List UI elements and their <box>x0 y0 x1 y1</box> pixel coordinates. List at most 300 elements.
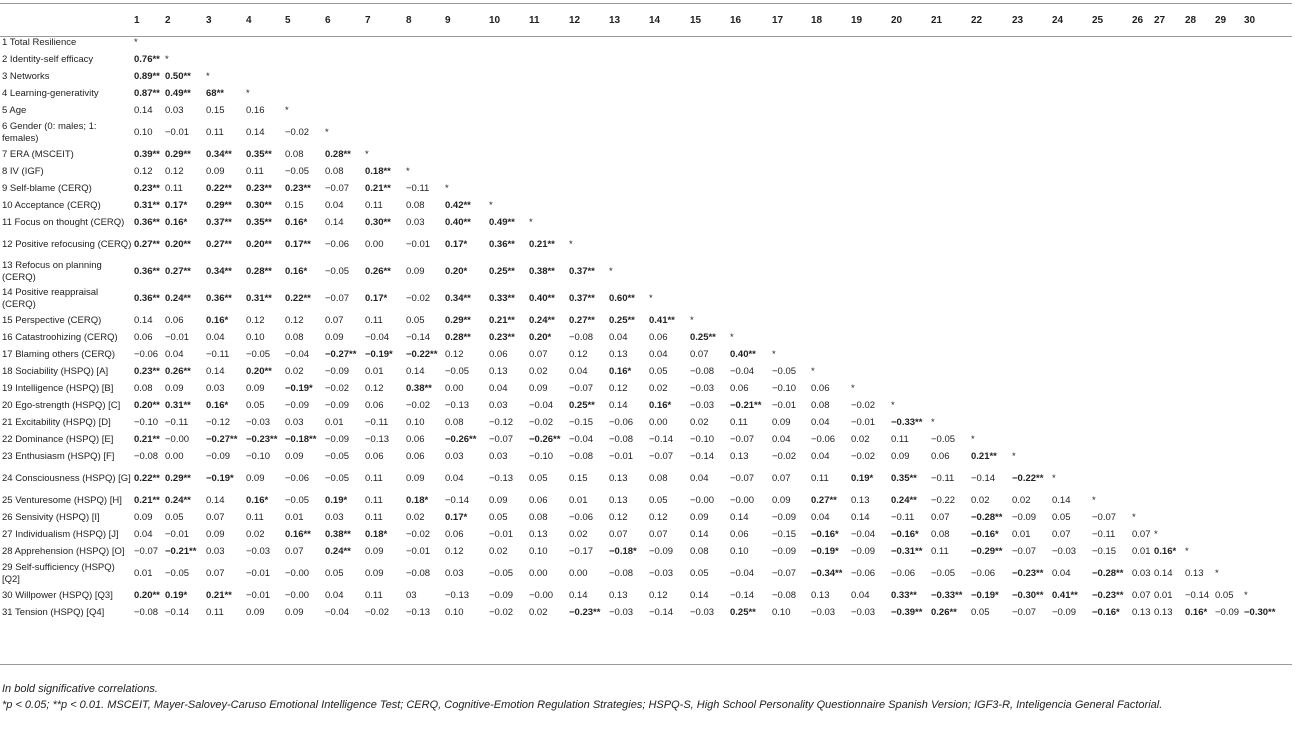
empty-cell <box>772 85 811 102</box>
correlation-cell: −0.08 <box>690 366 715 377</box>
correlation-cell: 0.05 <box>1215 590 1234 601</box>
row-label: 31 Tension (HSPQ) [Q4] <box>2 607 105 618</box>
empty-cell <box>971 346 1012 363</box>
correlation-cell: 0.09 <box>772 495 791 506</box>
row-label: 21 Excitability (HSPQ) [D] <box>2 417 111 428</box>
correlation-cell: 0.07 <box>1132 590 1151 601</box>
correlation-cell: * <box>649 292 653 304</box>
correlation-cell: −0.13 <box>445 400 470 411</box>
empty-cell <box>529 68 569 85</box>
empty-cell <box>406 119 445 146</box>
correlation-cell: 0.12 <box>445 349 464 360</box>
empty-cell <box>1185 214 1215 231</box>
empty-cell <box>1185 68 1215 85</box>
row-label: 27 Individualism (HSPQ) [J] <box>2 529 119 540</box>
correlation-cell: 0.11 <box>730 417 748 428</box>
empty-cell <box>569 51 609 68</box>
empty-cell <box>1132 414 1154 431</box>
empty-cell <box>1154 312 1185 329</box>
empty-cell <box>971 214 1012 231</box>
correlation-cell: 0.31** <box>246 292 272 304</box>
empty-cell <box>1092 163 1132 180</box>
empty-cell <box>1215 214 1244 231</box>
empty-cell <box>891 285 931 312</box>
empty-cell <box>1215 51 1244 68</box>
empty-cell <box>931 312 971 329</box>
correlation-cell: 0.06 <box>730 529 749 540</box>
correlation-cell: * <box>206 71 210 82</box>
empty-cell <box>931 146 971 163</box>
empty-cell <box>489 119 529 146</box>
empty-cell <box>1215 102 1244 119</box>
empty-cell <box>1132 231 1154 258</box>
empty-cell <box>1012 197 1052 214</box>
correlation-cell: 0.05 <box>529 472 548 484</box>
empty-cell <box>971 180 1012 197</box>
empty-cell <box>730 312 772 329</box>
correlation-cell: 0.25** <box>489 265 515 277</box>
empty-cell <box>1154 448 1185 465</box>
correlation-cell: 0.01 <box>285 512 304 523</box>
correlation-cell: −0.27** <box>325 349 357 360</box>
empty-cell <box>931 329 971 346</box>
correlation-cell: −0.07 <box>1092 512 1117 523</box>
correlation-cell: 0.20** <box>246 366 272 377</box>
empty-cell <box>1244 312 1268 329</box>
empty-cell <box>891 346 931 363</box>
correlation-cell: −0.29** <box>971 546 1003 557</box>
empty-cell <box>1132 163 1154 180</box>
correlation-cell: −0.02 <box>772 451 797 462</box>
correlation-cell: −0.08 <box>569 332 594 343</box>
correlation-cell: −0.04 <box>529 400 554 411</box>
table-row <box>0 34 1268 51</box>
correlation-cell: 0.06 <box>445 529 464 540</box>
correlation-cell: 0.23** <box>489 332 515 343</box>
empty-cell <box>406 146 445 163</box>
empty-cell <box>1215 34 1244 51</box>
column-header: 16 <box>730 14 742 26</box>
correlation-cell: 0.05 <box>489 512 508 523</box>
empty-cell <box>1244 51 1268 68</box>
correlation-cell: 0.07 <box>931 512 950 523</box>
empty-cell <box>1185 431 1215 448</box>
empty-cell <box>1185 51 1215 68</box>
column-header: 21 <box>931 14 943 26</box>
correlation-cell: 0.18* <box>365 529 388 540</box>
correlation-cell: 68** <box>206 88 224 99</box>
correlation-cell: −0.03 <box>1052 546 1077 557</box>
empty-cell <box>811 102 851 119</box>
empty-cell <box>690 119 730 146</box>
empty-cell <box>365 34 406 51</box>
correlation-cell: * <box>1215 567 1219 579</box>
correlation-cell: −0.11 <box>165 417 189 428</box>
table-row <box>0 431 1268 448</box>
correlation-cell: * <box>1132 512 1136 523</box>
table-row <box>0 51 1268 68</box>
empty-cell <box>1215 346 1244 363</box>
empty-cell <box>609 231 649 258</box>
correlation-cell: −0.12 <box>489 417 514 428</box>
correlation-cell: 0.11 <box>246 166 264 177</box>
correlation-cell: 0.09 <box>134 512 153 523</box>
correlation-cell: 0.18** <box>365 166 391 177</box>
correlation-cell: 0.02 <box>529 607 548 618</box>
empty-cell <box>1052 285 1092 312</box>
column-header: 3 <box>206 14 212 26</box>
table-row <box>0 509 1268 526</box>
empty-cell <box>1012 146 1052 163</box>
empty-cell <box>772 231 811 258</box>
correlation-cell: 0.15 <box>206 105 225 116</box>
empty-cell <box>1132 197 1154 214</box>
empty-cell <box>649 258 690 285</box>
empty-cell <box>609 163 649 180</box>
correlation-cell: −0.01 <box>489 529 514 540</box>
correlation-cell: −0.00 <box>285 567 310 579</box>
correlation-cell: 0.14 <box>206 495 225 506</box>
bold-note: In bold significative correlations. <box>2 683 158 695</box>
correlation-cell: −0.01 <box>165 529 190 540</box>
empty-cell <box>772 102 811 119</box>
table-row <box>0 85 1268 102</box>
empty-cell <box>931 102 971 119</box>
correlation-cell: −0.34** <box>811 567 843 579</box>
correlation-cell: −0.01 <box>246 590 271 601</box>
table-row <box>0 380 1268 397</box>
correlation-cell: 0.06 <box>406 451 425 462</box>
correlation-cell: 0.05 <box>325 567 344 579</box>
empty-cell <box>1215 197 1244 214</box>
correlation-cell: * <box>285 105 289 116</box>
correlation-cell: 0.02 <box>529 366 548 377</box>
correlation-cell: 0.05 <box>690 567 709 579</box>
empty-cell <box>489 85 529 102</box>
correlation-cell: 0.36** <box>134 265 160 277</box>
empty-cell <box>851 119 891 146</box>
correlation-cell: 0.28** <box>325 149 351 160</box>
correlation-cell: −0.05 <box>931 567 956 579</box>
table-row <box>0 329 1268 346</box>
correlation-cell: −0.05 <box>165 567 190 579</box>
correlation-cell: −0.02 <box>406 400 431 411</box>
correlation-cell: * <box>931 417 935 428</box>
empty-cell <box>1092 85 1132 102</box>
correlation-cell: 0.36** <box>134 292 160 304</box>
correlation-cell: 0.38** <box>529 265 555 277</box>
correlation-cell: −0.05 <box>325 265 350 277</box>
correlation-cell: −0.00 <box>165 434 190 445</box>
empty-cell <box>730 119 772 146</box>
correlation-cell: 0.14 <box>690 590 709 601</box>
correlation-cell: 0.40** <box>730 349 756 360</box>
correlation-cell: 0.16 <box>246 105 265 116</box>
empty-cell <box>1012 119 1052 146</box>
correlation-cell: −0.01 <box>406 546 431 557</box>
correlation-cell: 0.09 <box>365 546 384 557</box>
empty-cell <box>285 51 325 68</box>
empty-cell <box>1154 146 1185 163</box>
empty-cell <box>891 146 931 163</box>
correlation-cell: * <box>246 88 250 99</box>
correlation-cell: 0.01 <box>1132 546 1151 557</box>
correlation-cell: 0.22** <box>285 292 311 304</box>
correlation-cell: −0.13 <box>489 472 514 484</box>
empty-cell <box>1092 397 1132 414</box>
correlation-cell: −0.00 <box>285 590 310 601</box>
correlation-cell: 0.36** <box>206 292 232 304</box>
empty-cell <box>851 363 891 380</box>
correlation-cell: 0.14 <box>134 105 153 116</box>
correlation-cell: −0.28** <box>971 512 1003 523</box>
empty-cell <box>365 51 406 68</box>
empty-cell <box>609 34 649 51</box>
table-row <box>0 68 1268 85</box>
table-row <box>0 285 1268 312</box>
column-header: 19 <box>851 14 863 26</box>
empty-cell <box>690 51 730 68</box>
correlation-cell: −0.01 <box>772 400 797 411</box>
empty-cell <box>1244 397 1268 414</box>
correlation-cell: 0.14 <box>134 315 153 326</box>
column-header: 29 <box>1215 14 1227 26</box>
correlation-cell: 0.15 <box>569 472 588 484</box>
correlation-cell: 0.06 <box>165 315 184 326</box>
empty-cell <box>1092 346 1132 363</box>
empty-cell <box>569 180 609 197</box>
empty-cell <box>1215 431 1244 448</box>
empty-cell <box>772 68 811 85</box>
correlation-cell: 0.35** <box>891 472 917 484</box>
correlation-cell: 0.16* <box>206 315 229 326</box>
empty-cell <box>1012 51 1052 68</box>
correlation-cell: 0.27** <box>165 265 191 277</box>
empty-cell <box>1132 85 1154 102</box>
correlation-cell: −0.02 <box>406 292 431 304</box>
correlation-cell: 0.31** <box>134 200 160 211</box>
empty-cell <box>1012 163 1052 180</box>
empty-cell <box>609 119 649 146</box>
correlation-cell: 0.02 <box>1012 495 1031 506</box>
table-row <box>0 180 1268 197</box>
correlation-cell: −0.19* <box>365 349 393 360</box>
empty-cell <box>1154 380 1185 397</box>
row-label: 24 Consciousness (HSPQ) [G] <box>2 472 131 484</box>
correlation-cell: −0.09 <box>772 512 797 523</box>
empty-cell <box>445 85 489 102</box>
correlation-cell: −0.14 <box>971 472 996 484</box>
correlation-cell: −0.03 <box>246 546 271 557</box>
empty-cell <box>971 34 1012 51</box>
empty-cell <box>1092 231 1132 258</box>
correlation-cell: 0.08 <box>406 200 425 211</box>
column-header: 8 <box>406 14 412 26</box>
empty-cell <box>569 163 609 180</box>
empty-cell <box>971 51 1012 68</box>
empty-cell <box>811 163 851 180</box>
empty-cell <box>1185 102 1215 119</box>
empty-cell <box>1092 448 1132 465</box>
empty-cell <box>1244 163 1268 180</box>
correlation-cell: −0.06 <box>569 512 594 523</box>
empty-cell <box>1215 231 1244 258</box>
empty-cell <box>1185 397 1215 414</box>
empty-cell <box>851 231 891 258</box>
correlation-cell: 0.04 <box>1052 567 1071 579</box>
empty-cell <box>1244 146 1268 163</box>
correlation-cell: −0.16* <box>1092 607 1120 618</box>
empty-cell <box>971 163 1012 180</box>
correlation-cell: −0.13 <box>445 590 470 601</box>
correlation-cell: 0.37** <box>569 292 595 304</box>
empty-cell <box>1215 448 1244 465</box>
empty-cell <box>1052 34 1092 51</box>
empty-cell <box>1215 180 1244 197</box>
column-header: 24 <box>1052 14 1064 26</box>
correlation-cell: −0.11 <box>206 349 230 360</box>
empty-cell <box>971 380 1012 397</box>
correlation-cell: 0.02 <box>569 529 588 540</box>
correlation-cell: −0.09 <box>1215 607 1240 618</box>
correlation-cell: 0.20** <box>134 400 160 411</box>
empty-cell <box>690 68 730 85</box>
empty-cell <box>931 119 971 146</box>
empty-cell <box>1244 34 1268 51</box>
empty-cell <box>1154 231 1185 258</box>
empty-cell <box>891 163 931 180</box>
correlation-cell: 0.12 <box>246 315 265 326</box>
empty-cell <box>1012 346 1052 363</box>
correlation-cell: 0.12 <box>649 512 668 523</box>
empty-cell <box>365 102 406 119</box>
table-row <box>0 543 1268 560</box>
empty-cell <box>1132 34 1154 51</box>
correlation-cell: −0.14 <box>165 607 190 618</box>
empty-cell <box>931 285 971 312</box>
table-top-rule <box>0 3 1292 4</box>
correlation-cell: −0.01 <box>165 332 190 343</box>
correlation-cell: 0.08 <box>690 546 709 557</box>
empty-cell <box>772 34 811 51</box>
empty-cell <box>445 68 489 85</box>
correlation-cell: 0.03 <box>165 105 184 116</box>
empty-cell <box>851 34 891 51</box>
empty-cell <box>971 258 1012 285</box>
row-label: 10 Acceptance (CERQ) <box>2 200 101 211</box>
correlation-cell: −0.22** <box>1012 472 1044 484</box>
header-label-column <box>0 6 134 34</box>
empty-cell <box>246 51 285 68</box>
empty-cell <box>1092 329 1132 346</box>
empty-cell <box>1052 448 1092 465</box>
row-label: 19 Intelligence (HSPQ) [B] <box>2 383 114 394</box>
empty-cell <box>1052 346 1092 363</box>
empty-cell <box>1185 34 1215 51</box>
empty-cell <box>690 34 730 51</box>
correlation-cell: 0.24** <box>165 292 191 304</box>
correlation-cell: 0.03 <box>285 417 304 428</box>
correlation-cell: −0.18** <box>285 434 317 445</box>
column-header: 25 <box>1092 14 1104 26</box>
correlation-cell: 0.34** <box>206 149 232 160</box>
correlation-cell: −0.03 <box>811 607 836 618</box>
significance-note: *p < 0.05; **p < 0.01. MSCEIT, Mayer-Salovey-Caruso Emotional Intelligence Test; CERQ, Cognitive-Emotion Regulation Strategies; HSPQ-S, High School Personality Questionnaire Spanish Version; IGF3-R, Inteligencia General Factorial. <box>2 699 1163 711</box>
correlation-cell: −0.21** <box>730 400 762 411</box>
correlation-cell: * <box>1154 529 1158 540</box>
correlation-cell: −0.14 <box>445 495 470 506</box>
correlation-cell: 0.06 <box>811 383 830 394</box>
empty-cell <box>1092 465 1132 492</box>
correlation-cell: 0.13 <box>489 366 508 377</box>
correlation-cell: 0.10 <box>730 546 749 557</box>
correlation-cell: 0.07 <box>206 567 225 579</box>
table-row <box>0 526 1268 543</box>
correlation-cell: −0.07 <box>325 183 350 194</box>
correlation-cell: 0.07 <box>649 529 668 540</box>
correlation-cell: 0.05 <box>1052 512 1071 523</box>
correlation-cell: −0.02 <box>851 451 876 462</box>
empty-cell <box>1052 163 1092 180</box>
correlation-cell: 0.07 <box>529 349 548 360</box>
correlation-cell: −0.07 <box>569 383 594 394</box>
empty-cell <box>445 34 489 51</box>
correlation-cell: −0.14 <box>649 607 674 618</box>
correlation-cell: 0.04 <box>206 332 225 343</box>
correlation-cell: 0.13 <box>609 472 628 484</box>
correlation-cell: 0.00 <box>529 567 548 579</box>
correlation-cell: −0.03 <box>690 400 715 411</box>
correlation-cell: 0.05 <box>649 366 668 377</box>
correlation-cell: −0.17 <box>569 546 594 557</box>
column-header: 6 <box>325 14 331 26</box>
column-header: 13 <box>609 14 621 26</box>
empty-cell <box>609 85 649 102</box>
row-label: 18 Sociability (HSPQ) [A] <box>2 366 109 377</box>
correlation-cell: 0.09 <box>325 332 344 343</box>
correlation-cell: 0.01 <box>365 366 384 377</box>
correlation-cell: −0.28** <box>1092 567 1124 579</box>
correlation-cell: 0.16* <box>1154 546 1177 557</box>
empty-cell <box>1185 119 1215 146</box>
row-label: 13 Refocus on planning (CERQ) <box>2 259 102 283</box>
correlation-cell: * <box>772 349 776 360</box>
empty-cell <box>811 146 851 163</box>
empty-cell <box>931 380 971 397</box>
empty-cell <box>811 214 851 231</box>
empty-cell <box>1244 363 1268 380</box>
correlation-cell: −0.15 <box>1092 546 1117 557</box>
empty-cell <box>246 34 285 51</box>
empty-cell <box>931 258 971 285</box>
correlation-cell: −0.02 <box>285 126 310 138</box>
empty-cell <box>1185 509 1215 526</box>
correlation-cell: 0.13 <box>730 451 749 462</box>
correlation-cell: −0.09 <box>206 451 231 462</box>
empty-cell <box>1154 119 1185 146</box>
empty-cell <box>609 51 649 68</box>
correlation-cell: −0.07 <box>134 546 159 557</box>
correlation-cell: 0.11 <box>891 434 909 445</box>
correlation-cell: 0.11 <box>206 126 224 138</box>
correlation-cell: 0.12 <box>649 590 668 601</box>
empty-cell <box>1052 197 1092 214</box>
correlation-cell: 0.09 <box>406 265 425 277</box>
correlation-cell: 0.02 <box>971 495 990 506</box>
column-header: 17 <box>772 14 784 26</box>
empty-cell <box>891 197 931 214</box>
empty-cell <box>529 197 569 214</box>
